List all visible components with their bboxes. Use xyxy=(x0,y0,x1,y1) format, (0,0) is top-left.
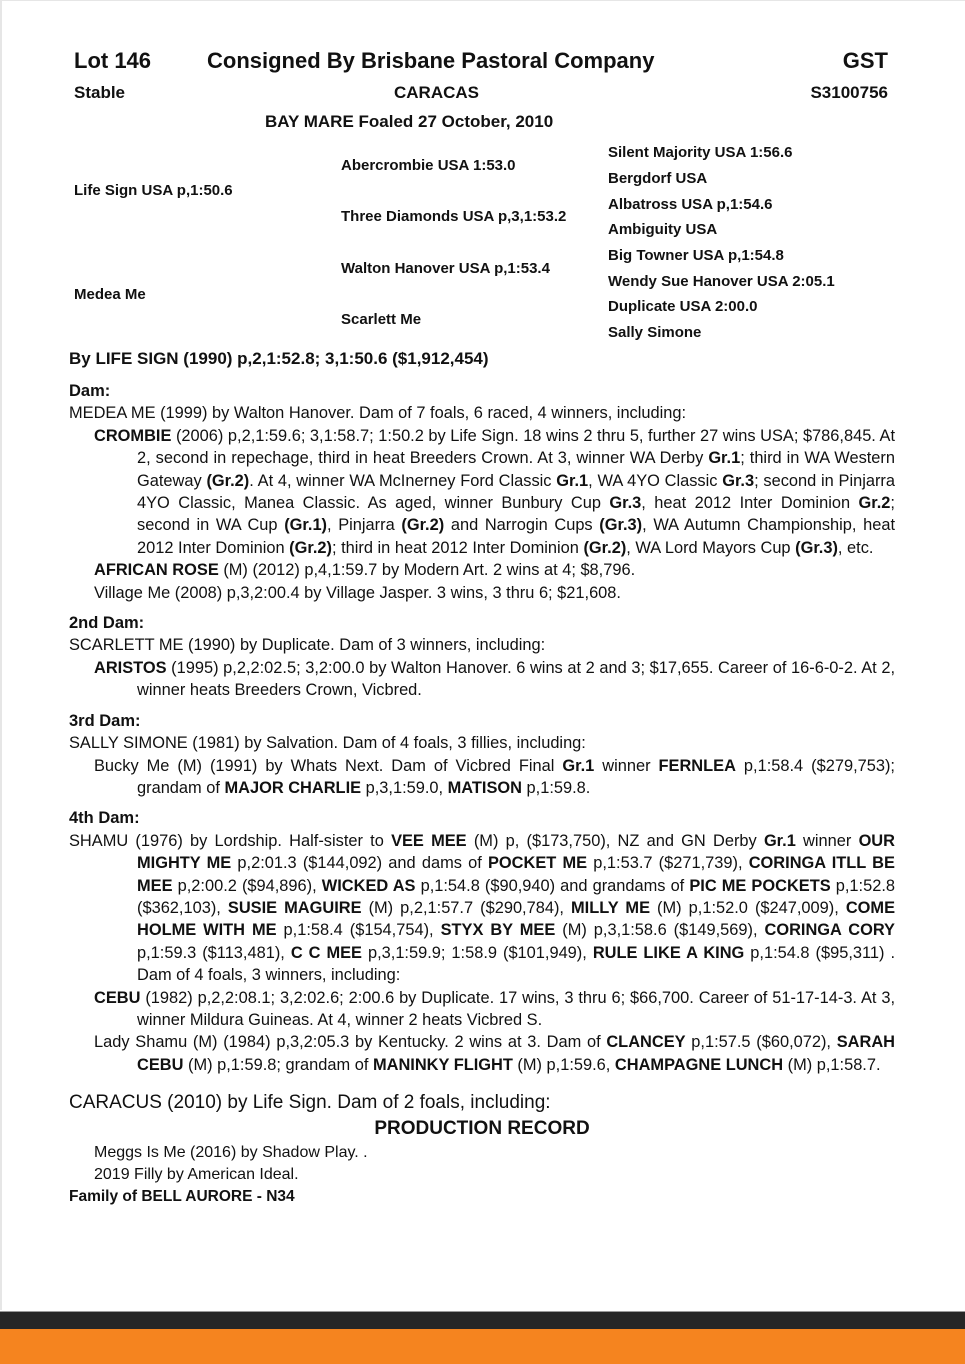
pedigree-gen3: Wendy Sue Hanover USA 2:05.1 xyxy=(608,273,835,290)
bold-text: (Gr.2) xyxy=(206,471,250,490)
bold-text: C C MEE xyxy=(290,943,362,962)
production-record-title: PRODUCTION RECORD xyxy=(374,1118,590,1140)
text: p,1:53.7 ($271,739), xyxy=(587,854,749,873)
text: p,1:59.3 ($113,481), xyxy=(137,943,291,962)
text: p,1:58.4 ($154,754), xyxy=(276,921,441,940)
progeny-entry xyxy=(69,987,895,1032)
sire-line: By LIFE SIGN (1990) p,2,1:52.8; 3,1:50.6 ($1,912,454) xyxy=(69,349,489,368)
horse-description: BAY MARE Foaled 27 October, 2010 xyxy=(265,112,554,131)
text: (M) p,1:59.6, xyxy=(512,1055,615,1074)
horse-name: CARACAS xyxy=(394,83,479,102)
page-top-edge xyxy=(0,0,965,1)
bold-text: (Gr.2) xyxy=(401,516,445,535)
pedigree-gen2: Abercrombie USA 1:53.0 xyxy=(341,157,516,174)
consignor: Consigned By Brisbane Pastoral Company xyxy=(207,48,655,73)
bold-text: (Gr.1) xyxy=(284,516,328,535)
text: p,1:59.8. xyxy=(522,778,591,797)
section-heading: 4th Dam: xyxy=(69,809,140,828)
pedigree-gen2: Three Diamonds USA p,3,1:53.2 xyxy=(341,208,567,225)
pedigree-gen3: Albatross USA p,1:54.6 xyxy=(608,196,773,213)
pedigree-gen2: Walton Hanover USA p,1:53.4 xyxy=(341,260,550,277)
sections-container xyxy=(69,380,895,1076)
bold-text: CORINGA CORY xyxy=(764,921,895,940)
text: (M) p,1:58.7. xyxy=(783,1055,881,1074)
text: , WA Lord Mayors Cup xyxy=(626,538,796,557)
location-label: Stable xyxy=(74,83,126,102)
bold-text: COME HOLME WITH ME xyxy=(137,898,896,940)
text: , WA 4YO Classic xyxy=(588,471,723,490)
dam-summary xyxy=(69,830,895,987)
text: p,1:58.4 ($279,753); grandam of xyxy=(137,756,895,797)
bold-text: AFRICAN ROSE xyxy=(94,561,219,580)
text: , heat 2012 Inter Dominion xyxy=(641,494,859,513)
text: (M) p,2,1:57.7 ($290,784), xyxy=(361,898,572,917)
bold-text: (Gr.3) xyxy=(795,538,838,557)
bold-text: Gr.1 xyxy=(763,831,796,850)
bold-text: MILLY ME xyxy=(571,898,651,917)
horse-id: S3100756 xyxy=(810,83,888,102)
bold-text: (Gr.3) xyxy=(599,516,643,535)
dam-summary xyxy=(69,732,895,754)
pedigree-gen3: Duplicate USA 2:00.0 xyxy=(608,298,758,315)
progeny-entry xyxy=(69,559,895,581)
text: ; third in WA Western Gateway xyxy=(137,449,896,490)
text: p,1:54.8 ($95,311) . Dam of 4 foals, 3 winners, including: xyxy=(137,943,896,985)
pedigree-dam: Medea Me xyxy=(74,286,146,303)
pedigree-gen3: Big Towner USA p,1:54.8 xyxy=(608,247,784,264)
bold-text: Gr.3 xyxy=(722,471,755,490)
progeny-entry xyxy=(69,755,895,800)
text: ; second in WA Cup xyxy=(137,494,895,535)
progeny-entry xyxy=(69,1031,895,1076)
text: p,1:54.8 ($90,940) and grandams of xyxy=(415,876,690,895)
bold-text: CROMBIE xyxy=(94,426,172,445)
production-item: Meggs Is Me (2016) by Shadow Play. . xyxy=(94,1144,368,1162)
dam-summary xyxy=(69,402,895,424)
bold-text: FERNLEA xyxy=(658,756,736,775)
section-heading: Dam: xyxy=(69,382,111,400)
text: , Pinjarra xyxy=(327,516,402,535)
section-heading: 2nd Dam: xyxy=(69,614,145,633)
text: (1995) p,2,2:02.5; 3,2:00.0 by Walton Hanover. 6 wins at 2 and 3; $17,655. Career of 16-6-0-2. At 2, winner heats Breeders Crown, Vicbred. xyxy=(137,658,895,700)
dam-summary xyxy=(69,634,895,656)
bold-text: Gr.3 xyxy=(609,494,642,513)
text: p,2:00.2 ($94,896), xyxy=(172,876,322,895)
footer-dark-bar xyxy=(0,1311,965,1329)
text: MEDEA ME (1999) by Walton Hanover. Dam of 7 foals, 6 raced, 4 winners, including: xyxy=(69,404,687,423)
bold-text: MANINKY FLIGHT xyxy=(372,1055,513,1074)
text: (M) p,1:52.0 ($247,009), xyxy=(650,898,846,917)
pedigree-gen3: Silent Majority USA 1:56.6 xyxy=(608,144,793,161)
bold-text: Gr.2 xyxy=(858,494,891,513)
bold-text: Gr.1 xyxy=(556,471,589,490)
bold-text: PIC ME POCKETS xyxy=(689,876,831,895)
bold-text: VEE MEE xyxy=(391,831,467,850)
bold-text: SARAH CEBU xyxy=(137,1033,895,1074)
bold-text: SUSIE MAGUIRE xyxy=(227,898,362,917)
progeny-entry xyxy=(69,657,895,702)
text: (M) p, ($173,750), NZ and GN Derby xyxy=(466,831,764,850)
bold-text: STYX BY MEE xyxy=(440,921,556,940)
text: (M) p,1:59.8; grandam of xyxy=(183,1055,373,1074)
text: (M) p,3,1:58.6 ($149,569), xyxy=(555,921,765,940)
dam-sections xyxy=(69,380,895,1208)
bold-text: Gr.1 xyxy=(562,756,595,775)
text: SHAMU (1976) by Lordship. Half-sister to xyxy=(69,831,392,850)
text: SALLY SIMONE (1981) by Salvation. Dam of 4 foals, 3 fillies, including: xyxy=(69,734,586,753)
text: winner xyxy=(594,756,659,775)
page-left-edge xyxy=(0,0,2,1310)
bold-text: MATISON xyxy=(447,778,522,797)
text: , WA Autumn Championship, heat 2012 Inter Dominion xyxy=(137,516,895,557)
text: SCARLETT ME (1990) by Duplicate. Dam of 3 winners, including: xyxy=(69,636,546,655)
text: p,3,1:59.9; 1:58.9 ($101,949), xyxy=(362,943,593,962)
bold-text: (Gr.2) xyxy=(583,538,627,557)
bold-text: Gr.1 xyxy=(708,449,741,468)
bold-text: CORINGA ITLL BE MEE xyxy=(137,854,895,895)
bold-text: CEBU xyxy=(94,988,141,1007)
progeny-entry xyxy=(69,425,895,559)
bold-text: WICKED AS xyxy=(321,876,416,895)
lot-number: Lot 146 xyxy=(74,48,152,73)
text: p,3,1:59.0, xyxy=(361,778,448,797)
pedigree-sire: Life Sign USA p,1:50.6 xyxy=(74,182,233,199)
text: p,1:57.5 ($60,072), xyxy=(685,1033,837,1052)
bold-text: (Gr.2) xyxy=(289,538,332,557)
production-item: 2019 Filly by American Ideal. xyxy=(94,1166,299,1184)
text: ; third in heat 2012 Inter Dominion xyxy=(331,538,584,557)
footer-orange-bar xyxy=(0,1329,965,1364)
progeny-entry xyxy=(69,582,895,604)
text: Village Me (2008) p,3,2:00.4 by Village Jasper. 3 wins, 3 thru 6; $21,608. xyxy=(94,583,621,602)
text: and Narrogin Cups xyxy=(444,516,600,535)
pedigree-gen2: Scarlett Me xyxy=(341,311,422,328)
text: , etc. xyxy=(837,538,874,557)
gst-label: GST xyxy=(842,48,888,73)
text: . At 4, winner WA McInerney Ford Classic xyxy=(249,471,557,490)
pedigree-gen3: Sally Simone xyxy=(608,324,702,341)
bold-text: OUR MIGHTY ME xyxy=(137,831,895,873)
text: p,1:52.8 ($362,103), xyxy=(137,876,896,917)
bold-text: RULE LIKE A KING xyxy=(592,943,745,962)
text: (2006) p,2,1:59.6; 3,1:58.7; 1:50.2 by Life Sign. 18 wins 2 thru 5, further 27 wins USA; $786,845. At 2, second in repechage, third in heat Breeders Crown. At 3, winner WA Derby xyxy=(137,426,895,468)
family-line: Family of BELL AURORE - N34 xyxy=(69,1188,295,1206)
text: ; second in Pinjarra 4YO Classic, Manea Classic. As aged, winner Bunbury Cup xyxy=(137,471,895,513)
section-heading: 3rd Dam: xyxy=(69,711,141,730)
production-intro: CARACUS (2010) by Life Sign. Dam of 2 foals, including: xyxy=(69,1092,551,1114)
bold-text: MAJOR CHARLIE xyxy=(224,778,362,797)
text: winner xyxy=(795,831,859,850)
bold-text: ARISTOS xyxy=(94,658,167,677)
pedigree-gen3: Bergdorf USA xyxy=(608,170,708,187)
text: Bucky Me (M) (1991) by Whats Next. Dam of Vicbred Final xyxy=(94,756,563,775)
bold-text: CLANCEY xyxy=(606,1033,686,1052)
pedigree-gen3: Ambiguity USA xyxy=(608,221,718,238)
bold-text: POCKET ME xyxy=(487,854,588,873)
text: (1982) p,2,2:08.1; 3,2:02.6; 2:00.6 by Duplicate. 17 wins, 3 thru 6; $66,700. Career of 51-17-14-3. At 3, winner Mildura Guineas. At 4, winner 2 heats Vicbred S. xyxy=(137,988,895,1029)
bold-text: CHAMPAGNE LUNCH xyxy=(614,1055,784,1074)
text: Lady Shamu (M) (1984) p,3,2:05.3 by Kentucky. 2 wins at 3. Dam of xyxy=(94,1033,607,1052)
text: (M) (2012) p,4,1:59.7 by Modern Art. 2 wins at 4; $8,796. xyxy=(218,561,636,580)
text: p,2:01.3 ($144,092) and dams of xyxy=(231,854,488,873)
